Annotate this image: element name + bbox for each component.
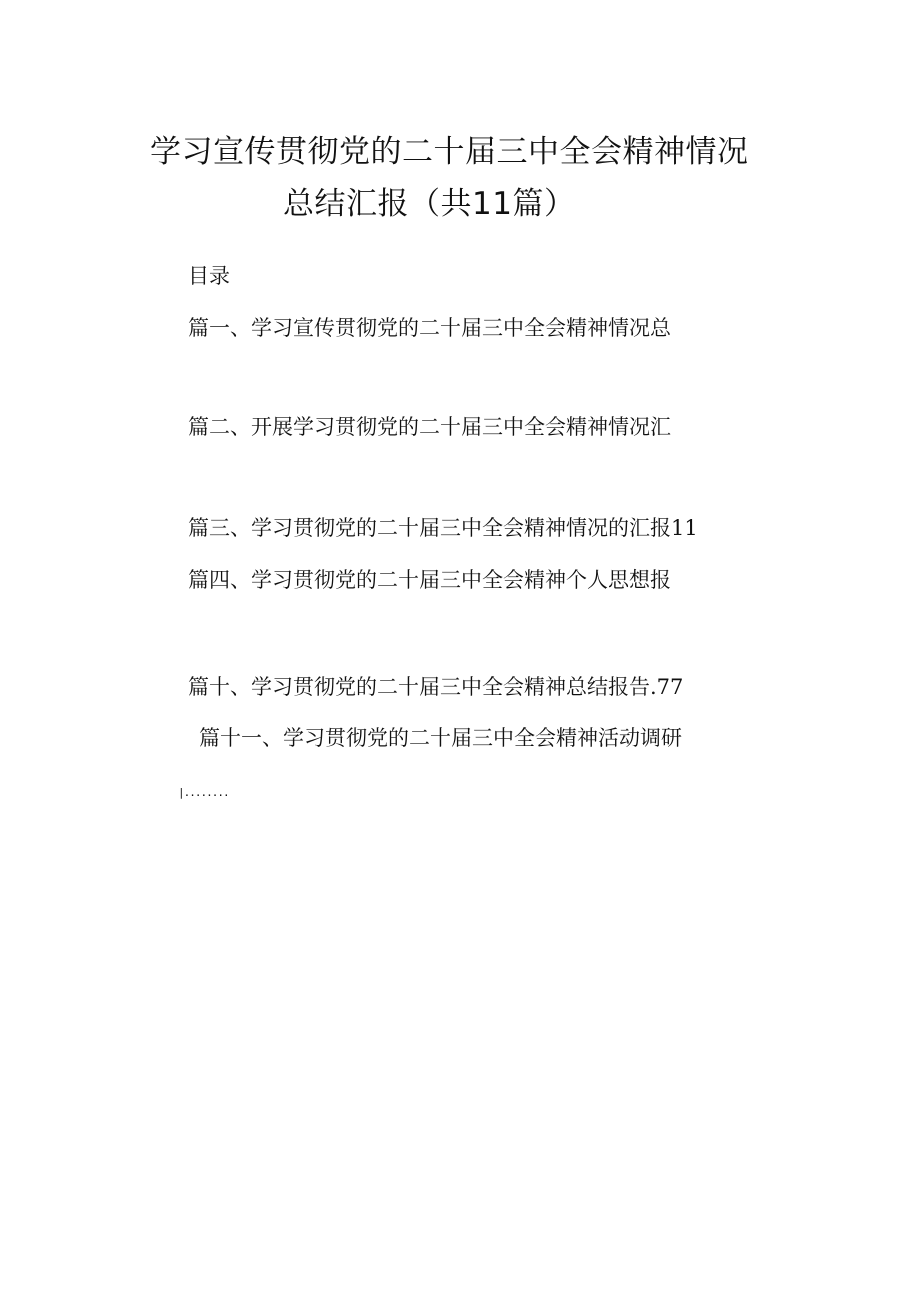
toc-item[interactable]: 篇四、学习贯彻党的二十届三中全会精神个人思想报: [188, 568, 671, 592]
document-title-line-1: 学习宣传贯彻党的二十届三中全会精神情况: [150, 134, 749, 170]
toc-item[interactable]: 篇十一、学习贯彻党的二十届三中全会精神活动调研: [199, 726, 682, 750]
document-title-line-2: 总结汇报（共11篇）: [283, 186, 576, 222]
toc-item[interactable]: 篇一、学习宣传贯彻党的二十届三中全会精神情况总: [188, 316, 671, 340]
toc-item[interactable]: 篇十、学习贯彻党的二十届三中全会精神总结报告.77: [188, 675, 684, 699]
toc-trailing-dots: |........: [178, 786, 229, 799]
toc-item[interactable]: 篇三、学习贯彻党的二十届三中全会精神情况的汇报11: [188, 516, 698, 540]
toc-heading: 目录: [188, 264, 230, 288]
toc-item[interactable]: 篇二、开展学习贯彻党的二十届三中全会精神情况汇: [188, 415, 671, 439]
